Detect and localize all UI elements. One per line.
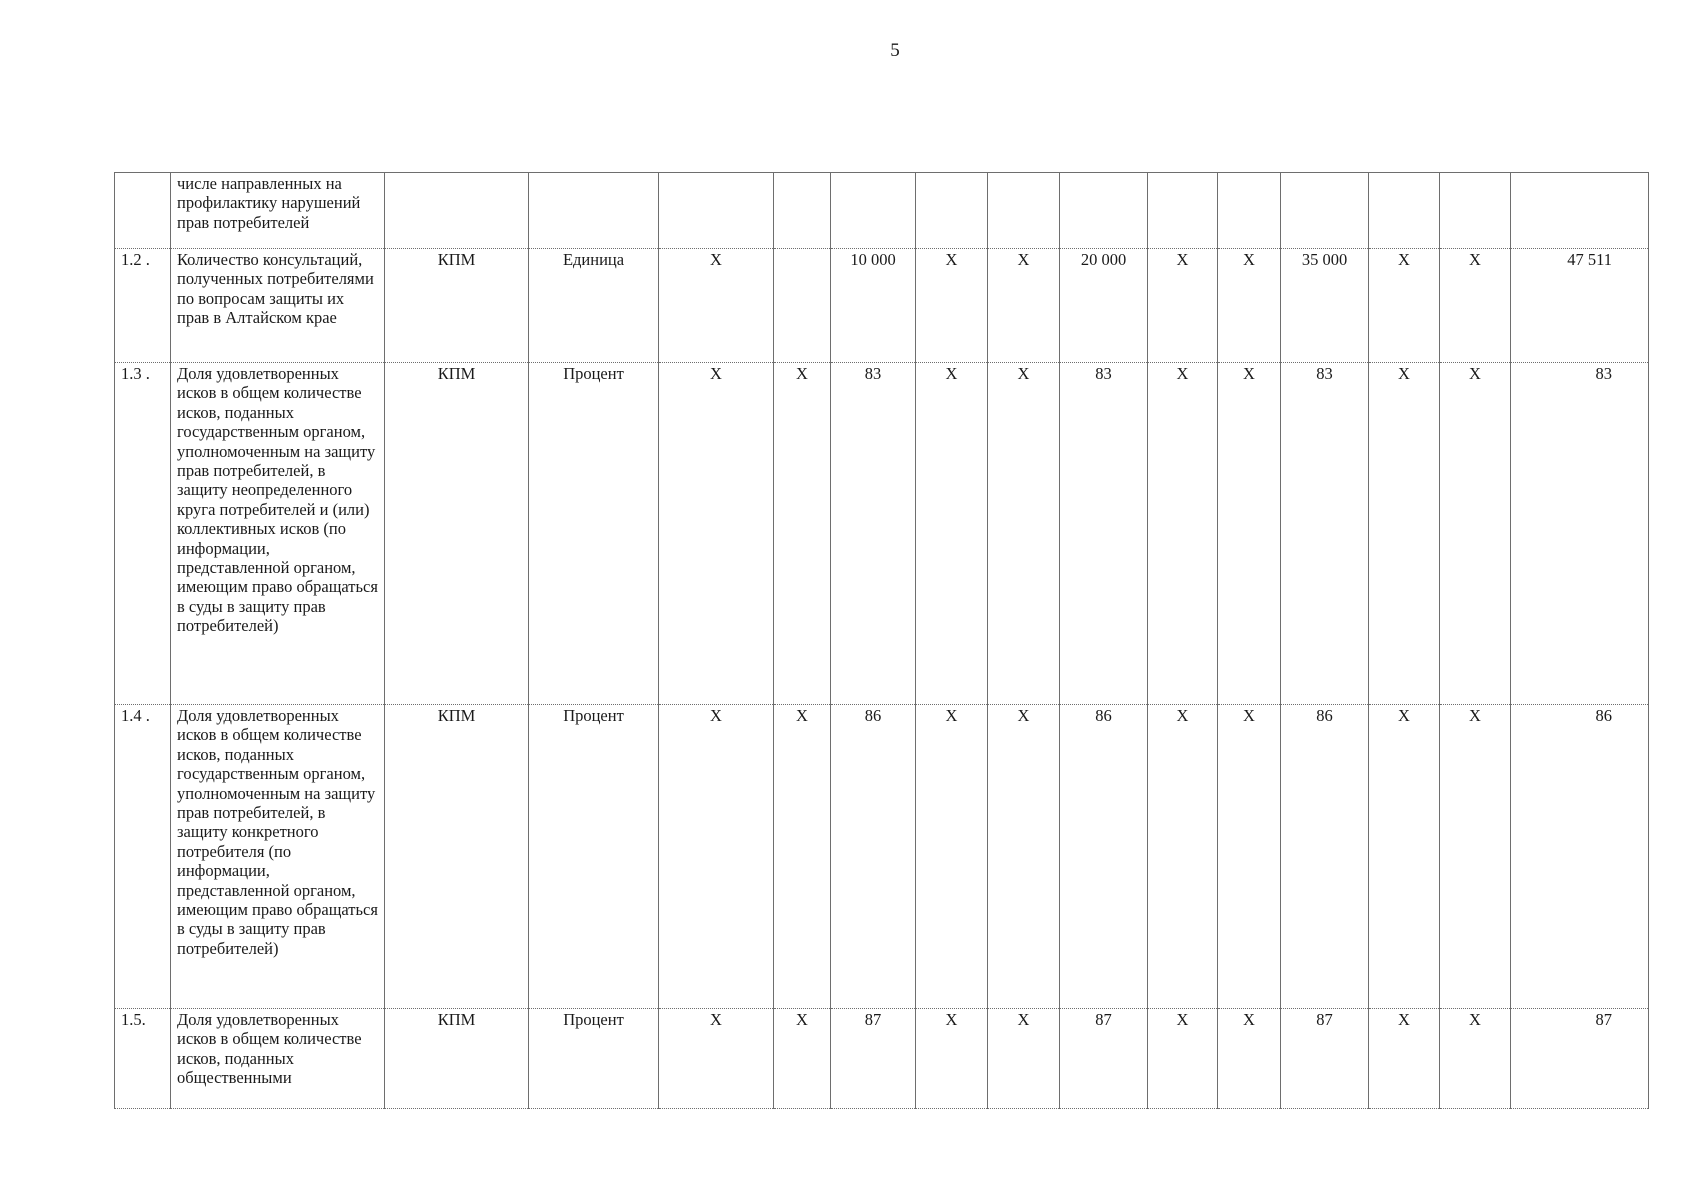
indicator-name-cell: Количество консультаций, полученных потребителями по вопросам защиты их прав в Алтайском крае bbox=[171, 249, 385, 363]
value-cell: 87 bbox=[831, 1009, 916, 1109]
value-cell bbox=[1060, 173, 1148, 249]
value-cell: X bbox=[1369, 249, 1440, 363]
value-cell: X bbox=[1369, 1009, 1440, 1109]
value-cell: 83 bbox=[831, 363, 916, 705]
value-cell: X bbox=[659, 363, 774, 705]
value-cell: X bbox=[659, 705, 774, 1009]
value-cell: 87 bbox=[1281, 1009, 1369, 1109]
value-cell: X bbox=[659, 1009, 774, 1109]
value-cell: X bbox=[774, 363, 831, 705]
value-cell: X bbox=[1440, 705, 1511, 1009]
unit-cell bbox=[529, 173, 659, 249]
value-cell: 86 bbox=[831, 705, 916, 1009]
value-cell: 86 bbox=[1281, 705, 1369, 1009]
value-cell: X bbox=[988, 249, 1060, 363]
value-cell: 47 511 bbox=[1511, 249, 1649, 363]
value-cell bbox=[1440, 173, 1511, 249]
value-cell bbox=[1511, 173, 1649, 249]
value-cell: 10 000 bbox=[831, 249, 916, 363]
value-cell: X bbox=[916, 363, 988, 705]
value-cell: X bbox=[1148, 249, 1218, 363]
indicator-name-cell: Доля удовлетворенных исков в общем количестве исков, поданных государственным органом, уполномоченным на защиту прав потребителей, в защиту конкретного потребителя (по информации, представленной органом, имеющим право обращаться в суды в защиту прав потребителей) bbox=[171, 705, 385, 1009]
value-cell: 83 bbox=[1060, 363, 1148, 705]
value-cell: X bbox=[988, 363, 1060, 705]
value-cell: X bbox=[1440, 363, 1511, 705]
row-number-cell: 1.3 . bbox=[115, 363, 171, 705]
value-cell: X bbox=[1369, 705, 1440, 1009]
value-cell: X bbox=[1218, 1009, 1281, 1109]
row-number-cell: 1.5. bbox=[115, 1009, 171, 1109]
value-cell bbox=[774, 249, 831, 363]
value-cell bbox=[831, 173, 916, 249]
unit-cell: Процент bbox=[529, 705, 659, 1009]
value-cell: 35 000 bbox=[1281, 249, 1369, 363]
value-cell: X bbox=[916, 1009, 988, 1109]
indicator-type-cell bbox=[385, 173, 529, 249]
unit-cell: Процент bbox=[529, 363, 659, 705]
value-cell bbox=[659, 173, 774, 249]
value-cell: 20 000 bbox=[1060, 249, 1148, 363]
value-cell: X bbox=[774, 705, 831, 1009]
value-cell: 83 bbox=[1281, 363, 1369, 705]
value-cell: X bbox=[1218, 363, 1281, 705]
value-cell: 86 bbox=[1060, 705, 1148, 1009]
indicator-type-cell: КПМ bbox=[385, 705, 529, 1009]
value-cell: 83 bbox=[1511, 363, 1649, 705]
value-cell: X bbox=[1440, 249, 1511, 363]
value-cell: X bbox=[916, 705, 988, 1009]
value-cell bbox=[1148, 173, 1218, 249]
value-cell: X bbox=[1218, 249, 1281, 363]
unit-cell: Процент bbox=[529, 1009, 659, 1109]
indicator-name-cell: Доля удовлетворенных исков в общем количестве исков, поданных общественными bbox=[171, 1009, 385, 1109]
value-cell bbox=[1369, 173, 1440, 249]
row-number-cell bbox=[115, 173, 171, 249]
value-cell: X bbox=[774, 1009, 831, 1109]
value-cell: X bbox=[1440, 1009, 1511, 1109]
indicator-name-cell: числе направленных на профилактику нарушений прав потребителей bbox=[171, 173, 385, 249]
row-number-cell: 1.4 . bbox=[115, 705, 171, 1009]
indicator-name-cell: Доля удовлетворенных исков в общем количестве исков, поданных государственным органом, уполномоченным на защиту прав потребителей, в защиту неопределенного круга потребителей и (или) коллективных исков (по информации, представленной органом, имеющим право обращаться в суды в защиту прав потребителей) bbox=[171, 363, 385, 705]
value-cell: X bbox=[988, 1009, 1060, 1109]
value-cell bbox=[774, 173, 831, 249]
value-cell: X bbox=[1369, 363, 1440, 705]
table-row bbox=[115, 173, 1649, 249]
value-cell: X bbox=[659, 249, 774, 363]
value-cell bbox=[1218, 173, 1281, 249]
table-row bbox=[115, 363, 1649, 705]
value-cell: X bbox=[1148, 1009, 1218, 1109]
indicator-type-cell: КПМ bbox=[385, 249, 529, 363]
unit-cell: Единица bbox=[529, 249, 659, 363]
page-number: 5 bbox=[890, 40, 900, 61]
value-cell bbox=[988, 173, 1060, 249]
value-cell bbox=[1281, 173, 1369, 249]
value-cell: X bbox=[988, 705, 1060, 1009]
value-cell: X bbox=[916, 249, 988, 363]
value-cell: 87 bbox=[1060, 1009, 1148, 1109]
value-cell: X bbox=[1148, 705, 1218, 1009]
value-cell: X bbox=[1218, 705, 1281, 1009]
table-row bbox=[115, 249, 1649, 363]
value-cell: 87 bbox=[1511, 1009, 1649, 1109]
table-row bbox=[115, 1009, 1649, 1109]
indicator-type-cell: КПМ bbox=[385, 363, 529, 705]
table-row bbox=[115, 705, 1649, 1009]
row-number-cell: 1.2 . bbox=[115, 249, 171, 363]
value-cell: X bbox=[1148, 363, 1218, 705]
value-cell: 86 bbox=[1511, 705, 1649, 1009]
indicator-type-cell: КПМ bbox=[385, 1009, 529, 1109]
indicators-table bbox=[114, 172, 1649, 1109]
value-cell bbox=[916, 173, 988, 249]
